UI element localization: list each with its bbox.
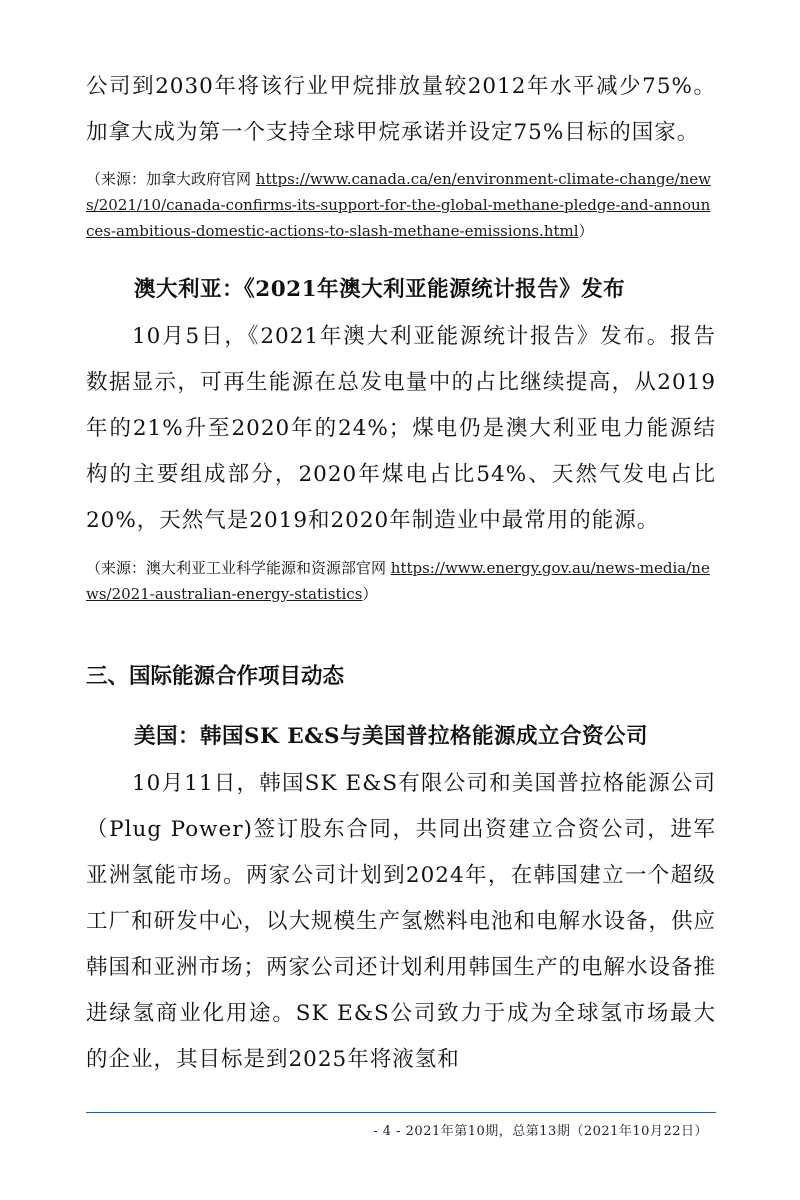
- source-australia: [86, 555, 716, 607]
- heading-usa: 美国：韩国SK E&S与美国普拉格能源成立合资公司: [134, 724, 649, 749]
- paragraph-australia: 10月5日，《2021年澳大利亚能源统计报告》发布。报告数据显示，可再生能源在总发电量中的占比继续提高，从2019年的21%升至2020年的24%；煤电仍是澳大利亚电力能源结构的主要组成部分，2020年煤电占比54%、天然气发电占比20%，天然气是2019和2020年制造业中最常用的能源。: [86, 324, 716, 533]
- source-canada-link[interactable]: https://www.canada.ca/en/environment-climate-change/news/2021/10/canada-confirms-its-support-for-the-global-methane-pledge-and-announces-ambitious-domestic-actions-to-slash-methane-emissions.html: [86, 170, 711, 240]
- heading-australia: 澳大利亚：《2021年澳大利亚能源统计报告》发布: [134, 277, 626, 302]
- source-australia-link[interactable]: https://www.energy.gov.au/news-media/news/2021-australian-energy-statistics: [86, 559, 710, 603]
- source-australia-suffix: ）: [362, 585, 378, 603]
- paragraph-canada-continued: 公司到2030年将该行业甲烷排放量较2012年水平减少75%。加拿大成为第一个支持全球甲烷承诺并设定75%目标的国家。: [86, 74, 716, 145]
- source-australia-prefix: （来源：澳大利亚工业科学能源和资源部官网: [86, 559, 391, 577]
- source-canada-prefix: （来源：加拿大政府官网: [86, 170, 256, 188]
- page-footer: - 4 - 2021年第10期，总第13期（2021年10月22日）: [373, 1124, 708, 1139]
- paragraph-sk-plug: 10月11日，韩国SK E&S有限公司和美国普拉格能源公司（Plug Power)签订股东合同，共同出资建立合资公司，进军亚洲氢能市场。两家公司计划到2024年，在韩国建立一个超级工厂和研发中心，以大规模生产氢燃料电池和电解水设备，供应韩国和亚洲市场；两家公司还计划利用韩国生产的电解水设备推进绿氢商业化用途。SK E&S公司致力于成为全球氢市场最大的企业，其目标是到2025年将液氢和: [86, 771, 717, 1072]
- source-canada-suffix: ）: [578, 222, 594, 240]
- section-heading-3: 三、国际能源合作项目动态: [86, 664, 345, 689]
- footer-divider: [86, 1112, 716, 1113]
- source-canada: [86, 166, 716, 244]
